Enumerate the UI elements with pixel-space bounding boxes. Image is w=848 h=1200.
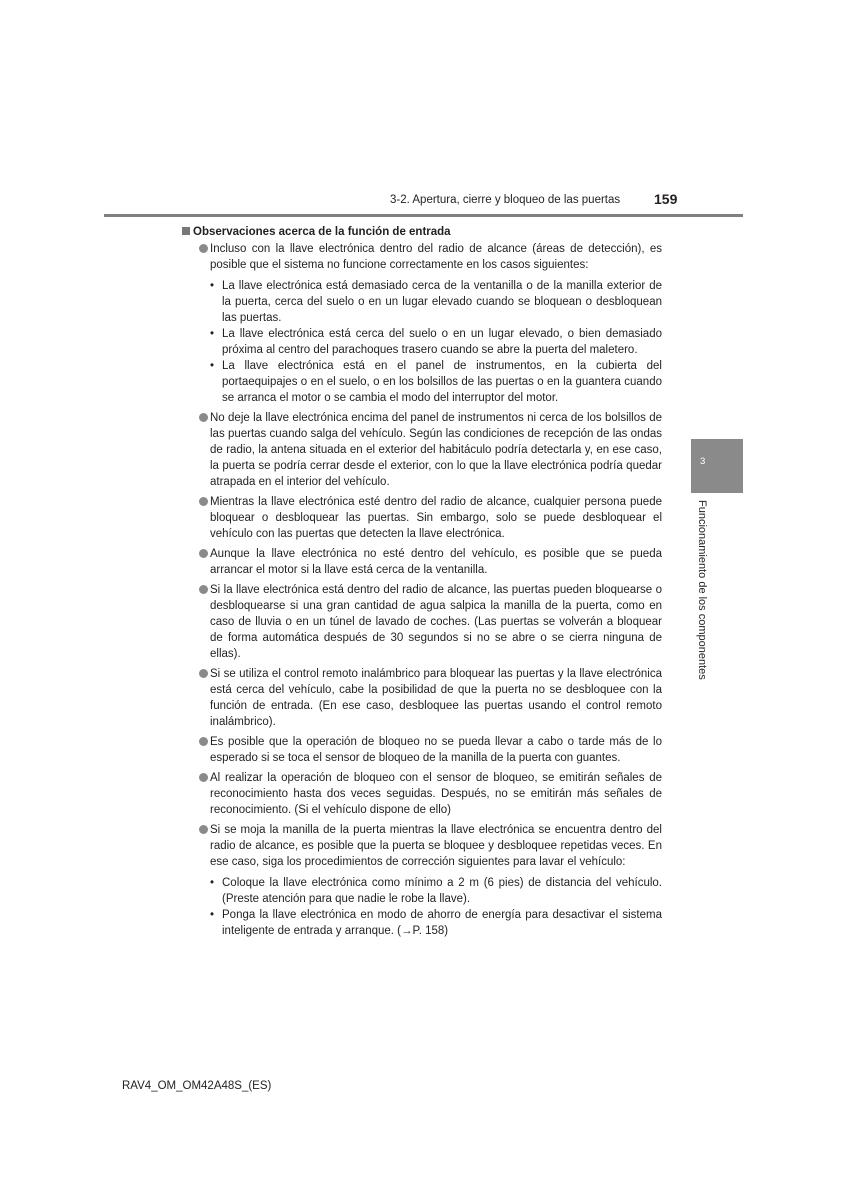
sub-list <box>210 875 662 939</box>
sub-list <box>210 278 662 406</box>
item-text: Al realizar la operación de bloqueo con el sensor de bloqueo, se emitirán señales de reconocimiento hasta dos veces seguidas. Después, no se emitirán más señales de reconocimiento. (Si el vehículo dispone de ello) <box>210 772 662 816</box>
chapter-number: 3 <box>700 456 706 467</box>
chapter-tab <box>691 439 743 493</box>
list-item <box>182 546 662 578</box>
sub-item: • Coloque la llave electrónica como mínimo a 2 m (6 pies) de distancia del vehículo. (Preste atención para que nadie le robe la llave). <box>210 875 662 907</box>
list-item <box>182 582 662 662</box>
list-item <box>182 410 662 490</box>
running-header: 3-2. Apertura, cierre y bloqueo de las puertas <box>390 194 621 206</box>
main-content <box>182 224 662 943</box>
list-item <box>182 666 662 730</box>
list-item <box>182 494 662 542</box>
item-text: Si se utiliza el control remoto inalámbrico para bloquear las puertas y la llave electrónica está cerca del vehículo, cabe la posibilidad de que la puerta no se desbloquee con la función de entrada. (En ese caso, desbloquee las puertas usando el control remoto inalámbrico). <box>210 668 662 728</box>
item-text: Mientras la llave electrónica esté dentro del radio de alcance, cualquier persona puede bloquear o desbloquear las puertas. Sin embargo, solo se puede desbloquear el vehículo con las puertas que detecten la llave electrónica. <box>210 496 662 540</box>
section-title: Observaciones acerca de la función de entrada <box>182 224 662 240</box>
list-item <box>182 822 662 939</box>
item-text: No deje la llave electrónica encima del panel de instrumentos ni cerca de los bolsillos de las puertas cuando salga del vehículo. Según las condiciones de recepción de las ondas de radio, la antena situada en el exterior del habitáculo podría detectarla y, en ese caso, la puerta se podría cerrar desde el exterior, con lo que la llave electrónica podría quedar atrapada en el interior del vehículo. <box>210 412 662 488</box>
item-text: Aunque la llave electrónica no esté dentro del vehículo, es posible que se pueda arrancar el motor si la llave está cerca de la ventanilla. <box>210 548 662 576</box>
list-item <box>182 770 662 818</box>
document-code: RAV4_OM_OM42A48S_(ES) <box>122 1080 272 1092</box>
item-text: Incluso con la llave electrónica dentro del radio de alcance (áreas de detección), es posible que el sistema no funcione correctamente en los casos siguientes: <box>210 243 662 271</box>
item-text: Si la llave electrónica está dentro del radio de alcance, las puertas pueden bloquearse o desbloquearse si una gran cantidad de agua salpica la manilla de la puerta, como en caso de lluvia o en un túnel de lavado de coches. (Las puertas se volverán a bloquear de forma automática después de 30 segundos si no se abre o se cierra ninguna de ellas). <box>210 584 662 660</box>
header-divider <box>104 214 743 217</box>
chapter-title: Funcionamiento de los componentes <box>696 500 708 680</box>
list-item <box>182 734 662 766</box>
sub-item: • La llave electrónica está cerca del suelo o en un lugar elevado, o bien demasiado próxima al centro del parachoques trasero cuando se abre la puerta del maletero. <box>210 326 662 358</box>
page-number: 159 <box>654 191 678 207</box>
list-item <box>182 241 662 406</box>
sub-item: • La llave electrónica está en el panel de instrumentos, en la cubierta del portaequipajes o en el suelo, o en los bolsillos de las puertas o en la guantera cuando se arranca el motor o se cambia el modo del interruptor del motor. <box>210 358 662 406</box>
item-text: Si se moja la manilla de la puerta mientras la llave electrónica se encuentra dentro del radio de alcance, es posible que la puerta se bloquee y desbloquee repetidas veces. En ese caso, siga los procedimientos de corrección siguientes para lavar el vehículo: <box>210 824 662 868</box>
item-text: Es posible que la operación de bloqueo no se pueda llevar a cabo o tarde más de lo esperado si se toca el sensor de bloqueo de la manilla de la puerta con guantes. <box>210 736 662 764</box>
sub-item: • Ponga la llave electrónica en modo de ahorro de energía para desactivar el sistema inteligente de entrada y arranque. (→P. 158) <box>210 907 662 939</box>
sub-item: • La llave electrónica está demasiado cerca de la ventanilla o de la manilla exterior de la puerta, cerca del suelo o en un lugar elevado cuando se bloquean o desbloquean las puertas. <box>210 278 662 326</box>
